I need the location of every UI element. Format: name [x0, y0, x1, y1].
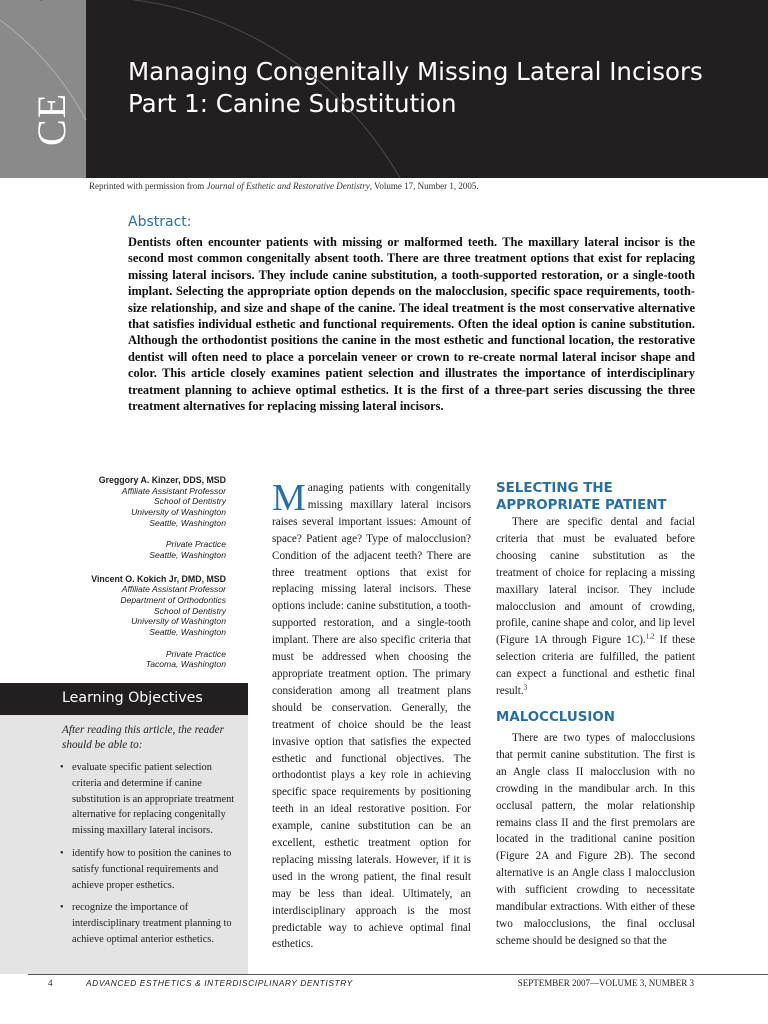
body-column-1 — [272, 477, 471, 953]
body-paragraph: anaging patients with congenitally missing maxillary lateral incisors raises several important issues: Amount of space? Patient age? Type of malocclusion? Condition of the adjacent teeth? There are three treatment options that exist for replacing missing lateral incisors. These options include: canine substitution, a tooth-supported restoration, and a single-tooth implant. There are also specific criteria that must be addressed when choosing the appropriate treatment option. The primary consideration among all treatment plans should be conservation. Generally, the treatment of choice should be the least invasive option that satisfies the expected esthetic and functional objectives. The orthodontist plays a key role in achieving specific space requirements by positioning teeth in an ideal restorative position. For example, canine substitution can be an excellent, esthetic treatment option for replacing missing laterals. However, if it is used in the wrong patient, the final result may be less than ideal. Ultimately, an interdisciplinary approach is the most predictable way to achieve optimal final esthetics. — [272, 482, 471, 951]
objective-text: evaluate specific patient selection criteria and determine if canine substitution is an appropriate treatment alternative for replacing congenitally missing maxillary lateral incisors. — [72, 762, 235, 837]
author-affiliation: Seattle, Washington — [149, 627, 226, 638]
bullet-icon: • — [60, 847, 64, 859]
author-affiliation: Affiliate Assistant Professor — [121, 584, 226, 595]
abstract-text: Dentists often encounter patients with missing or malformed teeth. The maxillary lateral incisor is the second most common congenitally absent tooth. There are three treatment options that exist for replacing missing lateral incisors. They include canine substitution, a tooth-supported restoration, or a single-tooth implant. Selecting the appropriate option depends on the malocclusion, specific space requirements, tooth-size relationship, and size and shape of the canine. The ideal treatment is the most conservative alternative that satisfies individual esthetic and functional requirements. Often the ideal option is canine substitution. Although the orthodontist positions the canine in the most esthetic and functional location, the restorative dentist will often need to place a porcelain veneer or crown to re-create normal lateral incisor shape and color. This article closely examines patient selection and illustrates the importance of interdisciplinary treatment planning to achieve optimal esthetics. It is the first of a three-part series discussing the three treatment alternatives for replacing missing lateral incisors. — [128, 235, 695, 414]
reprint-notice — [89, 181, 689, 191]
reprint-journal: Journal of Esthetic and Restorative Dentistry — [206, 181, 370, 191]
page-number: 4 — [48, 978, 53, 988]
bullet-icon: • — [60, 762, 64, 773]
ce-tab-label: CE — [29, 92, 74, 146]
body-paragraph: If these selection criteria are fulfilled, the patient can expect a functional and esthetic final result. — [496, 634, 695, 698]
footer-issue: SEPTEMBER 2007—VOLUME 3, NUMBER 3 — [517, 978, 694, 988]
body-paragraph: There are specific dental and facial criteria that must be evaluated before choosing canine substitution as the treatment of choice for replacing a missing maxillary lateral incisor. They include malocclusion and amount of crowding, profile, canine shape and color, and lip level (Figure 1A through Figure 1C). — [496, 516, 695, 647]
learning-objectives-list — [60, 760, 240, 955]
body-column-2-bottom — [496, 730, 695, 950]
list-item — [60, 760, 240, 839]
learning-objectives-title: Learning Objectives — [62, 690, 203, 706]
objective-text: recognize the importance of interdisciplinary treatment planning to achieve optimal anterior esthetics. — [72, 902, 232, 945]
objective-text: identify how to position the canines to satisfy functional requirements and achieve proper esthetics. — [72, 847, 232, 891]
author-practice: Seattle, Washington — [149, 549, 226, 560]
learning-objectives-intro: After reading this article, the reader should be able to: — [62, 724, 224, 751]
author-affiliation: School of Dentistry — [153, 496, 226, 507]
author-affiliation: University of Washington — [131, 507, 226, 518]
article-title: Managing Congenitally Missing Lateral Incisors Part 1: Canine Substitution — [128, 57, 703, 118]
reprint-suffix: , Volume 17, Number 1, 2005. — [369, 181, 479, 191]
abstract-heading: Abstract: — [128, 214, 192, 230]
author-practice: Private Practice — [165, 539, 226, 550]
drop-cap: M — [272, 477, 306, 519]
section-heading-patient: SELECTING THE APPROPRIATE PATIENT — [496, 481, 667, 513]
ce-section-tab — [0, 0, 86, 178]
author-affiliation: Affiliate Assistant Professor — [121, 485, 226, 496]
reprint-prefix: Reprinted with permission from — [89, 181, 207, 191]
author-practice: Private Practice — [165, 648, 226, 659]
author-name: Greggory A. Kinzer, DDS, MSD — [98, 475, 226, 485]
author-affiliation: School of Dentistry — [153, 605, 226, 616]
body-column-2-top — [496, 514, 695, 700]
author-affiliation: Department of Orthodontics — [120, 595, 226, 606]
list-item — [60, 846, 240, 893]
author-affiliation: University of Washington — [131, 616, 226, 627]
list-item — [60, 900, 240, 947]
citation: 3 — [523, 683, 528, 692]
citation: 1,2 — [645, 632, 655, 641]
footer-journal: ADVANCED ESTHETICS & INTERDISCIPLINARY DENTISTRY — [86, 978, 353, 988]
author-name: Vincent O. Kokich Jr, DMD, MSD — [91, 573, 226, 584]
section-heading-malocclusion: MALOCCLUSION — [496, 710, 615, 725]
body-paragraph: There are two types of malocclusions that permit canine substitution. The first is an Angle class II malocclusion with no crowding in the mandibular arch. In this occlusal pattern, the molar relationship remains class II and the first premolars are located in the traditional canine position (Figure 2A and Figure 2B). The second alternative is an Angle class I malocclusion with sufficient crowding to necessitate mandibular extractions. With either of these two malocclusions, the final occlusal scheme should be designed so that the — [496, 732, 695, 947]
author-block — [30, 475, 226, 670]
author-practice: Tacoma, Washington — [145, 659, 226, 670]
author-affiliation: Seattle, Washington — [149, 517, 226, 528]
bullet-icon: • — [60, 902, 64, 914]
footer-rule — [28, 974, 768, 975]
